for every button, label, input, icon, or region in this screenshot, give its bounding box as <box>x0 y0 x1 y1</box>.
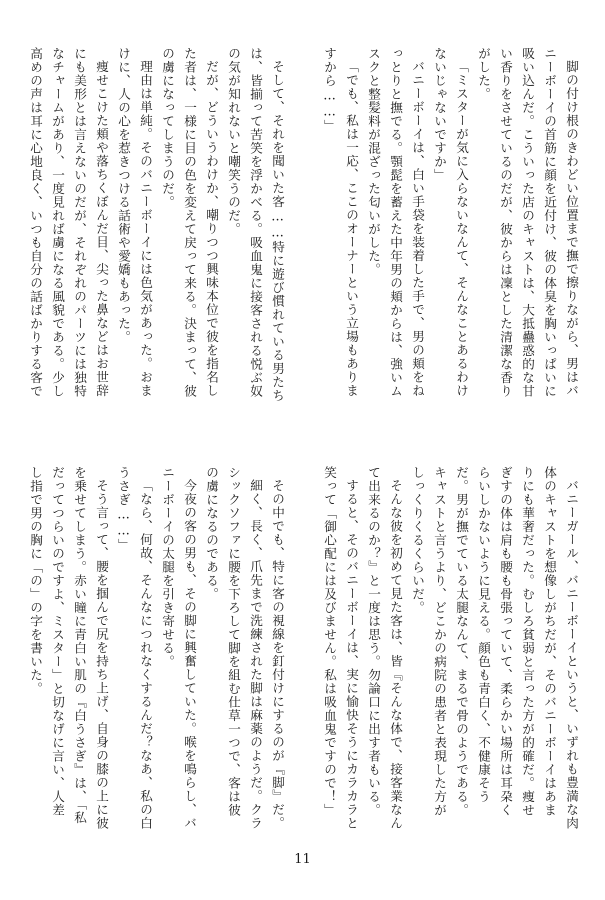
text-block-bottom-left <box>26 466 288 830</box>
paragraph: 「ミスターが気に入らないなんて、そんなことあるわけないじゃないですか」 <box>432 47 469 398</box>
text-block-top-right <box>320 47 582 409</box>
text-block-bottom-right <box>320 466 582 830</box>
paragraph: すると、そのバニーボーイは、実に愉快そうにカラカラと笑って「御心配には及びません。私は吸血鬼ですので！」 <box>322 466 359 830</box>
paragraph: 脚の付け根のきわどい位置まで撫で擦りながら、男はバニーボーイの首筋に顔を近付け、彼の体臭を胸いっぱいに吸い込んだ。こういった店のキャストは、大抵蠱惑的な甘い香りをさせているのだが、彼からは凜とした清潔な香りがした。 <box>476 47 579 398</box>
page-number: 11 <box>294 852 311 867</box>
paragraph: 細く、長く、爪先まで洗練された脚は麻薬のようだ。クラシックソファに腰を下ろして脚を組む仕草一つで、客は彼の虜になるのである。 <box>204 466 263 830</box>
paragraph: 「でも、私は一応、ここのオーナーという立場もありますから……」 <box>322 47 359 398</box>
paragraph: バニーボーイは、白い手袋を装着した手で、男の頬をねっとりと撫でる。顎髭を蓄えた中年男の頬からは、強いムスクと整髪料が混ざった匂いがした。 <box>366 47 425 398</box>
paragraph: 「なら、何故、そんなにつれなくするんだ？なあ、私の白うさぎ……」 <box>116 466 153 830</box>
text-block-top-left <box>26 47 288 409</box>
paragraph: そして、それを聞いた客……特に遊び慣れている男たちは、皆揃って苦笑を浮かべる。吸血鬼に接客される悦ぶ奴の気が知れないと嘲笑うのだ。 <box>226 47 285 402</box>
paragraph: その中でも、特に客の視線を釘付けにするのが『脚』だ。 <box>270 478 285 830</box>
paragraph: バニーガール、バニーボーイというと、いずれも豊満な肉体のキャストを想像しがちだが、そのバニーボーイはあまりにも華奢だった。むしろ貧弱と言った方が的確だ。痩せぎすの体は肩も腰も骨張っていて、柔らかい場所は耳朶くらいしかないように見える。顔色も青白く、不健康そうだ。男が撫でている太腿なんて、まるで骨のようである。キャストと言うより、どこかの病院の患者と表現した方がしっくりくるくらいだ。 <box>410 466 579 830</box>
paragraph: 理由は単純。そのバニーボーイには色気があった。おまけに、人の心を惹きつける話術や愛嬌もあった。 <box>116 47 153 398</box>
paragraph: 今夜の客の男も、その脚に興奮していた。喉を鳴らし、バニーボーイの太腿を引き寄せる。 <box>160 466 197 830</box>
paragraph: そんな彼を初めて見た客は、皆『そんな体で、接客業なんて出来るのか？』と一度は思う。勿論口に出す者もいる。 <box>366 466 403 830</box>
paragraph: そう言って、腰を掴んで尻を持ち上げ、自身の膝の上に彼を乗せてしまう。赤い瞳に青白い肌の『白うさぎ』は、「私だってつらいのですよ、ミスター」と切なげに言い、人差し指で男の胸に「の」の字を書いた。 <box>28 466 109 830</box>
paragraph: だが、どういうわけか、嘲りつつ興味本位で彼を指名した者は、一様に目の色を変えて戻って来る。決まって、彼の虜になってしまうのだ。 <box>160 47 219 398</box>
paragraph: 痩せこけた頬や落ちくぼんだ目、尖った鼻などはお世辞にも美形とは言えないのだが、それぞれのパーツには独特なチャームがあり、一度見れば虜になる風貌である。少し高めの声は耳に心地良く、いつも自分の話ばかりする客で <box>28 47 109 398</box>
